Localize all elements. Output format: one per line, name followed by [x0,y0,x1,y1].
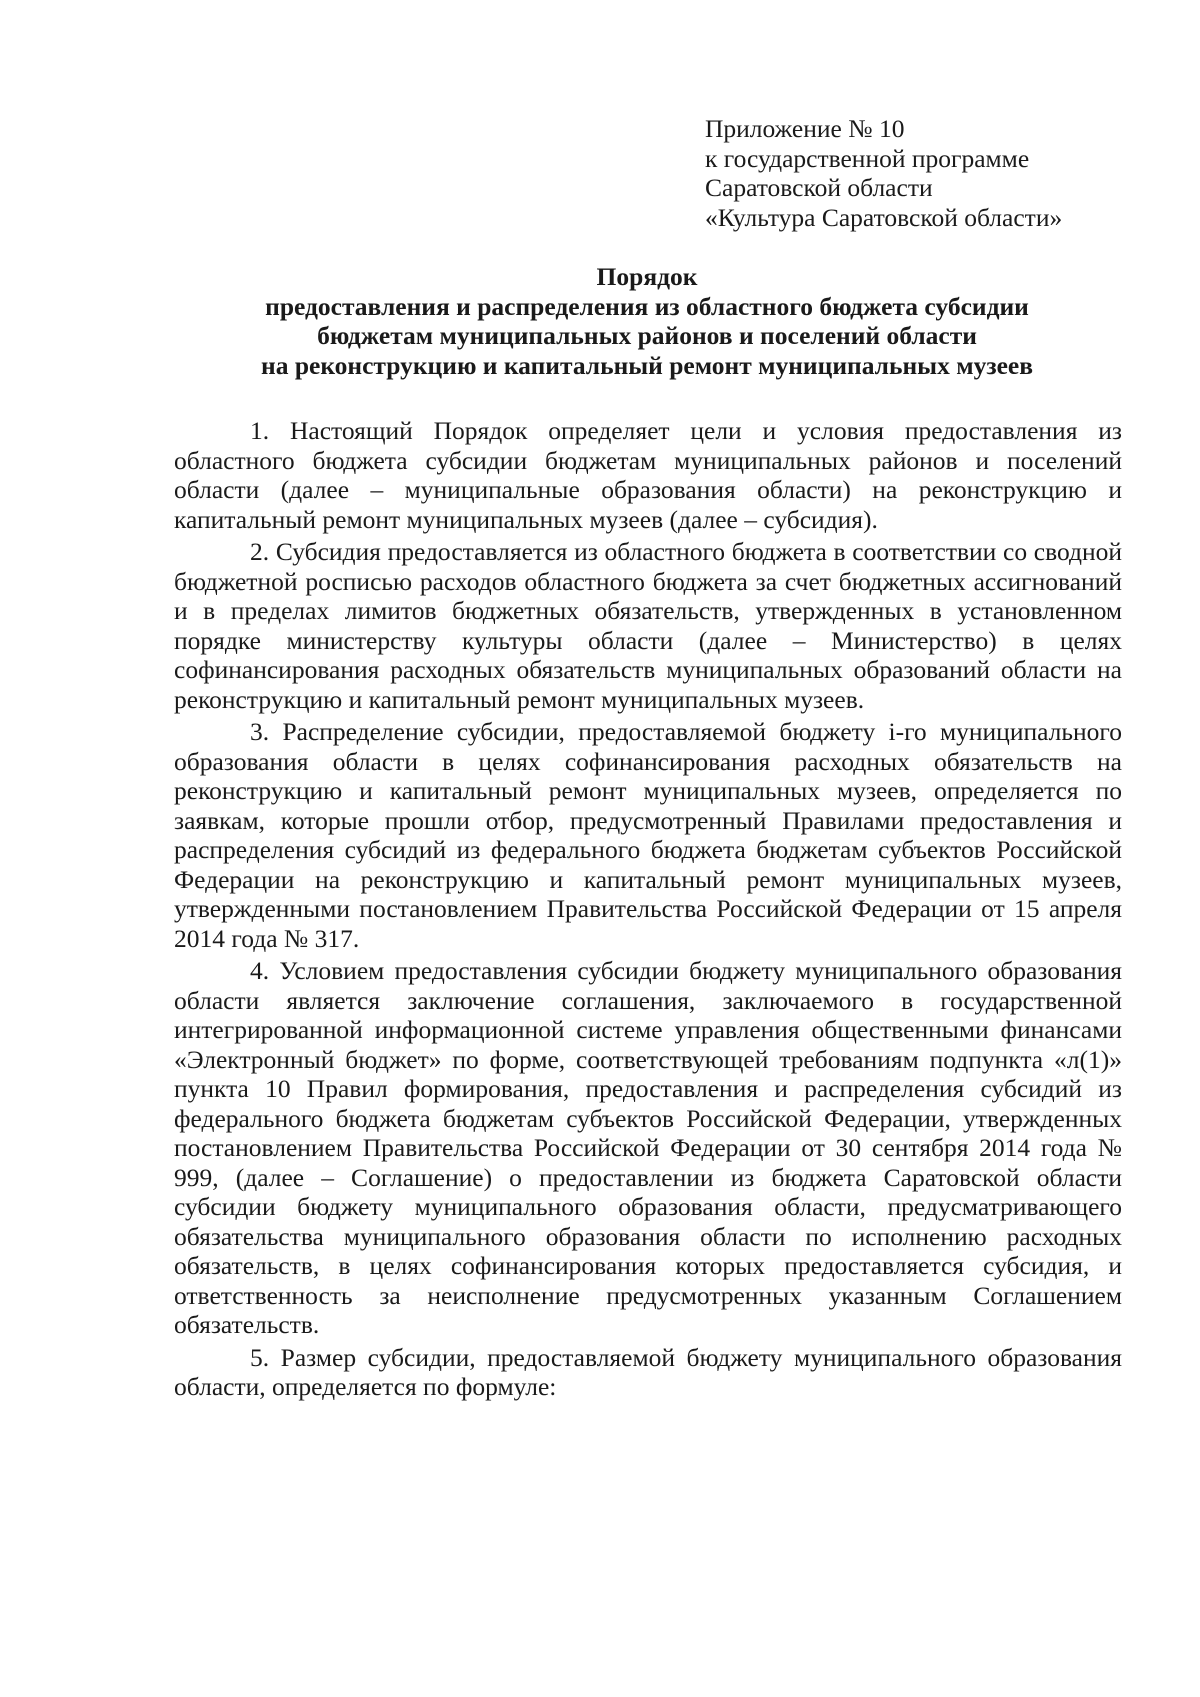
paragraph-5: 5. Размер субсидии, предоставляемой бюджету муниципального образования области, определяется по формуле: [174,1342,1122,1401]
paragraph-3: 3. Распределение субсидии, предоставляемой бюджету i-го муниципального образования области в целях софинансирования расходных обязательств на реконструкцию и капитальный ремонт муниципальных музеев, определяется по заявкам, которые прошли отбор, предусмотренный Правилами предоставления и распределения субсидий из федерального бюджета бюджетам субъектов Российской Федерации на реконструкцию и капитальный ремонт муниципальных музеев, утвержденными постановлением Правительства Российской Федерации от 15 апреля 2014 года № 317. [174,717,1122,953]
annex-header [705,114,1062,232]
annex-program-name: «Культура Саратовской области» [705,202,1063,232]
annex-program-ref: к государственной программе [705,143,1030,173]
paragraph-2: 2. Субсидия предоставляется из областного бюджета в соответствии со сводной бюджетной росписью расходов областного бюджета за счет бюджетных ассигнований и в пределах лимитов бюджетных обязательств, утвержденных в установленном порядке министерству культуры области (далее – Министерство) в целях софинансирования расходных обязательств муниципальных образований области на реконструкцию и капитальный ремонт муниципальных музеев. [174,537,1122,714]
annex-number: Приложение № 10 [705,114,905,143]
title-line-2: бюджетам муниципальных районов и поселений области [317,321,977,350]
document-body [174,416,1122,1405]
document-title [172,262,1122,380]
annex-region: Саратовской области [705,173,933,202]
title-heading: Порядок [596,262,698,291]
paragraph-4: 4. Условием предоставления субсидии бюджету муниципального образования области является заключение соглашения, заключаемого в государственной интегрированной информационной системе управления общественными финансами «Электронный бюджет» по форме, соответствующей требованиям подпункта «л(1)» пункта 10 Правил формирования, предоставления и распределения субсидий из федерального бюджета бюджетам субъектов Российской Федерации, утвержденных постановлением Правительства Российской Федерации от 30 сентября 2014 года № 999, (далее – Соглашение) о предоставлении из бюджета Саратовской области субсидии бюджету муниципального образования области, предусматривающего обязательства муниципального образования области по исполнению расходных обязательств, в целях софинансирования которых предоставляется субсидия, и ответственность за неисполнение предусмотренных указанным Соглашением обязательств. [174,956,1122,1339]
title-line-3: на реконструкцию и капитальный ремонт муниципальных музеев [261,350,1033,380]
paragraph-1: 1. Настоящий Порядок определяет цели и условия предоставления из областного бюджета субсидии бюджетам муниципальных районов и поселений области (далее – муниципальные образования области) на реконструкцию и капитальный ремонт муниципальных музеев (далее – субсидия). [174,416,1122,534]
title-line-1: предоставления и распределения из областного бюджета субсидии [265,291,1029,321]
